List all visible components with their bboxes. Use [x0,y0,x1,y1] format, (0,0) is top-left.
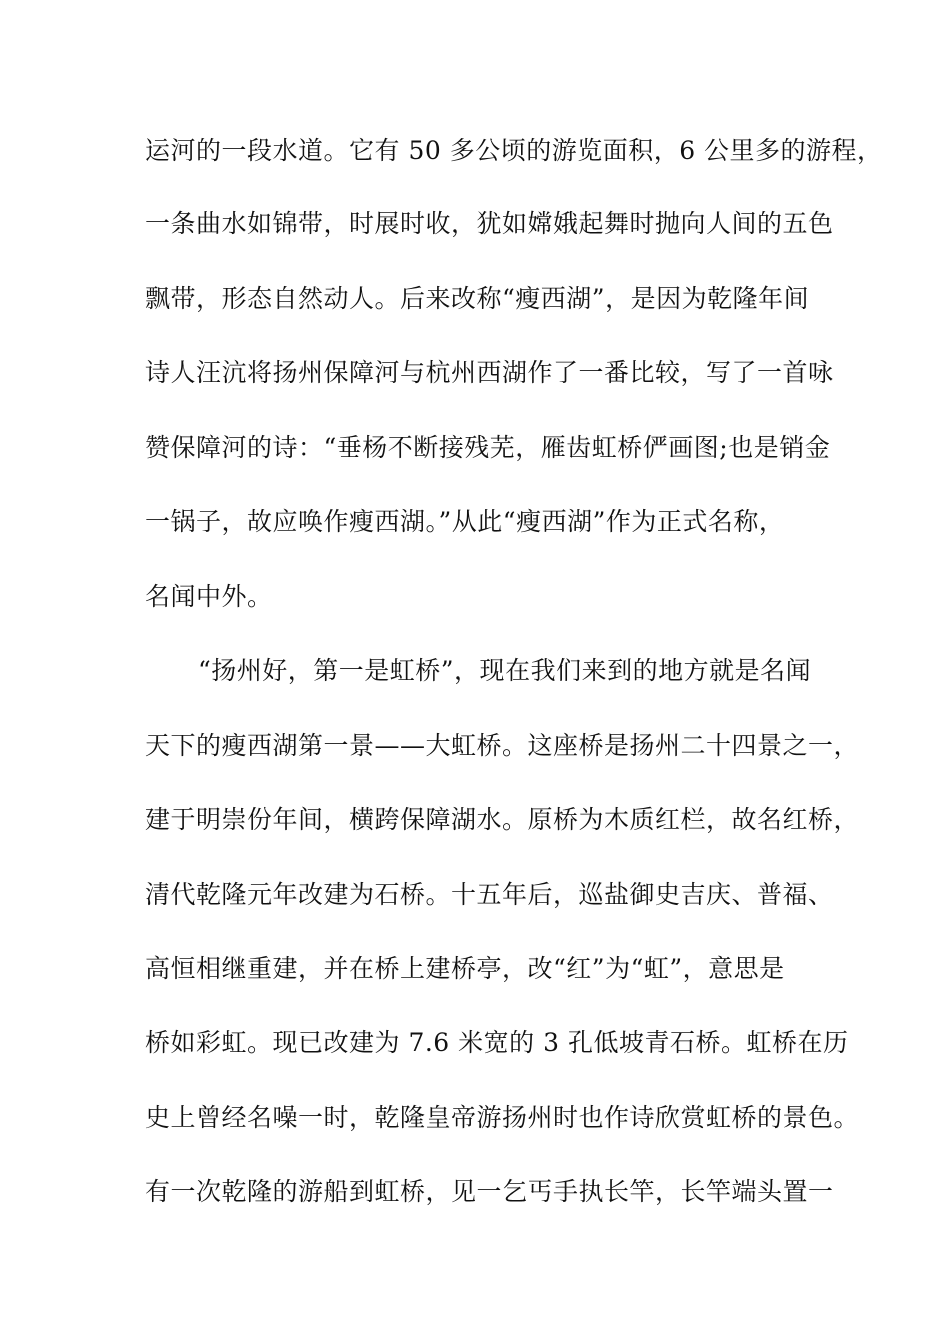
text-line-11: 清代乾隆元年改建为石桥。十五年后，巡盐御史吉庆、普福、 [145,880,834,909]
text-line-7: 名闻中外。 [145,582,273,611]
text-line-6: 一锅子，故应唤作瘦西湖。”从此“瘦西湖”作为正式名称， [145,507,785,536]
text-line-15: 有一次乾隆的游船到虹桥，见一乞丐手执长竿，长竿端头置一 [145,1177,834,1206]
text-line-9: 天下的瘦西湖第一景——大虹桥。这座桥是扬州二十四景之一， [145,731,860,760]
text-line-5: 赞保障河的诗：“垂杨不断接残芜，雁齿虹桥俨画图;也是销金 [145,433,831,462]
text-line-14: 史上曾经名噪一时，乾隆皇帝游扬州时也作诗欣赏虹桥的景色。 [145,1103,860,1132]
text-line-10: 建于明崇份年间，横跨保障湖水。原桥为木质红栏，故名红桥， [145,805,860,834]
text-line-13: 桥如彩虹。现已改建为 7.6 米宽的 3 孔低坡青石桥。虹桥在历 [145,1028,849,1057]
text-line-4: 诗人汪沆将扬州保障河与杭州西湖作了一番比较，写了一首咏 [145,358,834,387]
text-line-2: 一条曲水如锦带，时展时收，犹如嫦娥起舞时抛向人间的五色 [145,209,834,238]
text-line-8: “扬州好，第一是虹桥”，现在我们来到的地方就是名闻 [198,656,812,685]
text-line-12: 高恒相继重建，并在桥上建桥亭，改“红”为“虹”，意思是 [145,954,785,983]
text-line-1: 运河的一段水道。它有 50 多公顷的游览面积，6 公里多的游程， [145,136,883,165]
text-line-3: 飘带，形态自然动人。后来改称“瘦西湖”，是因为乾隆年间 [145,284,810,313]
